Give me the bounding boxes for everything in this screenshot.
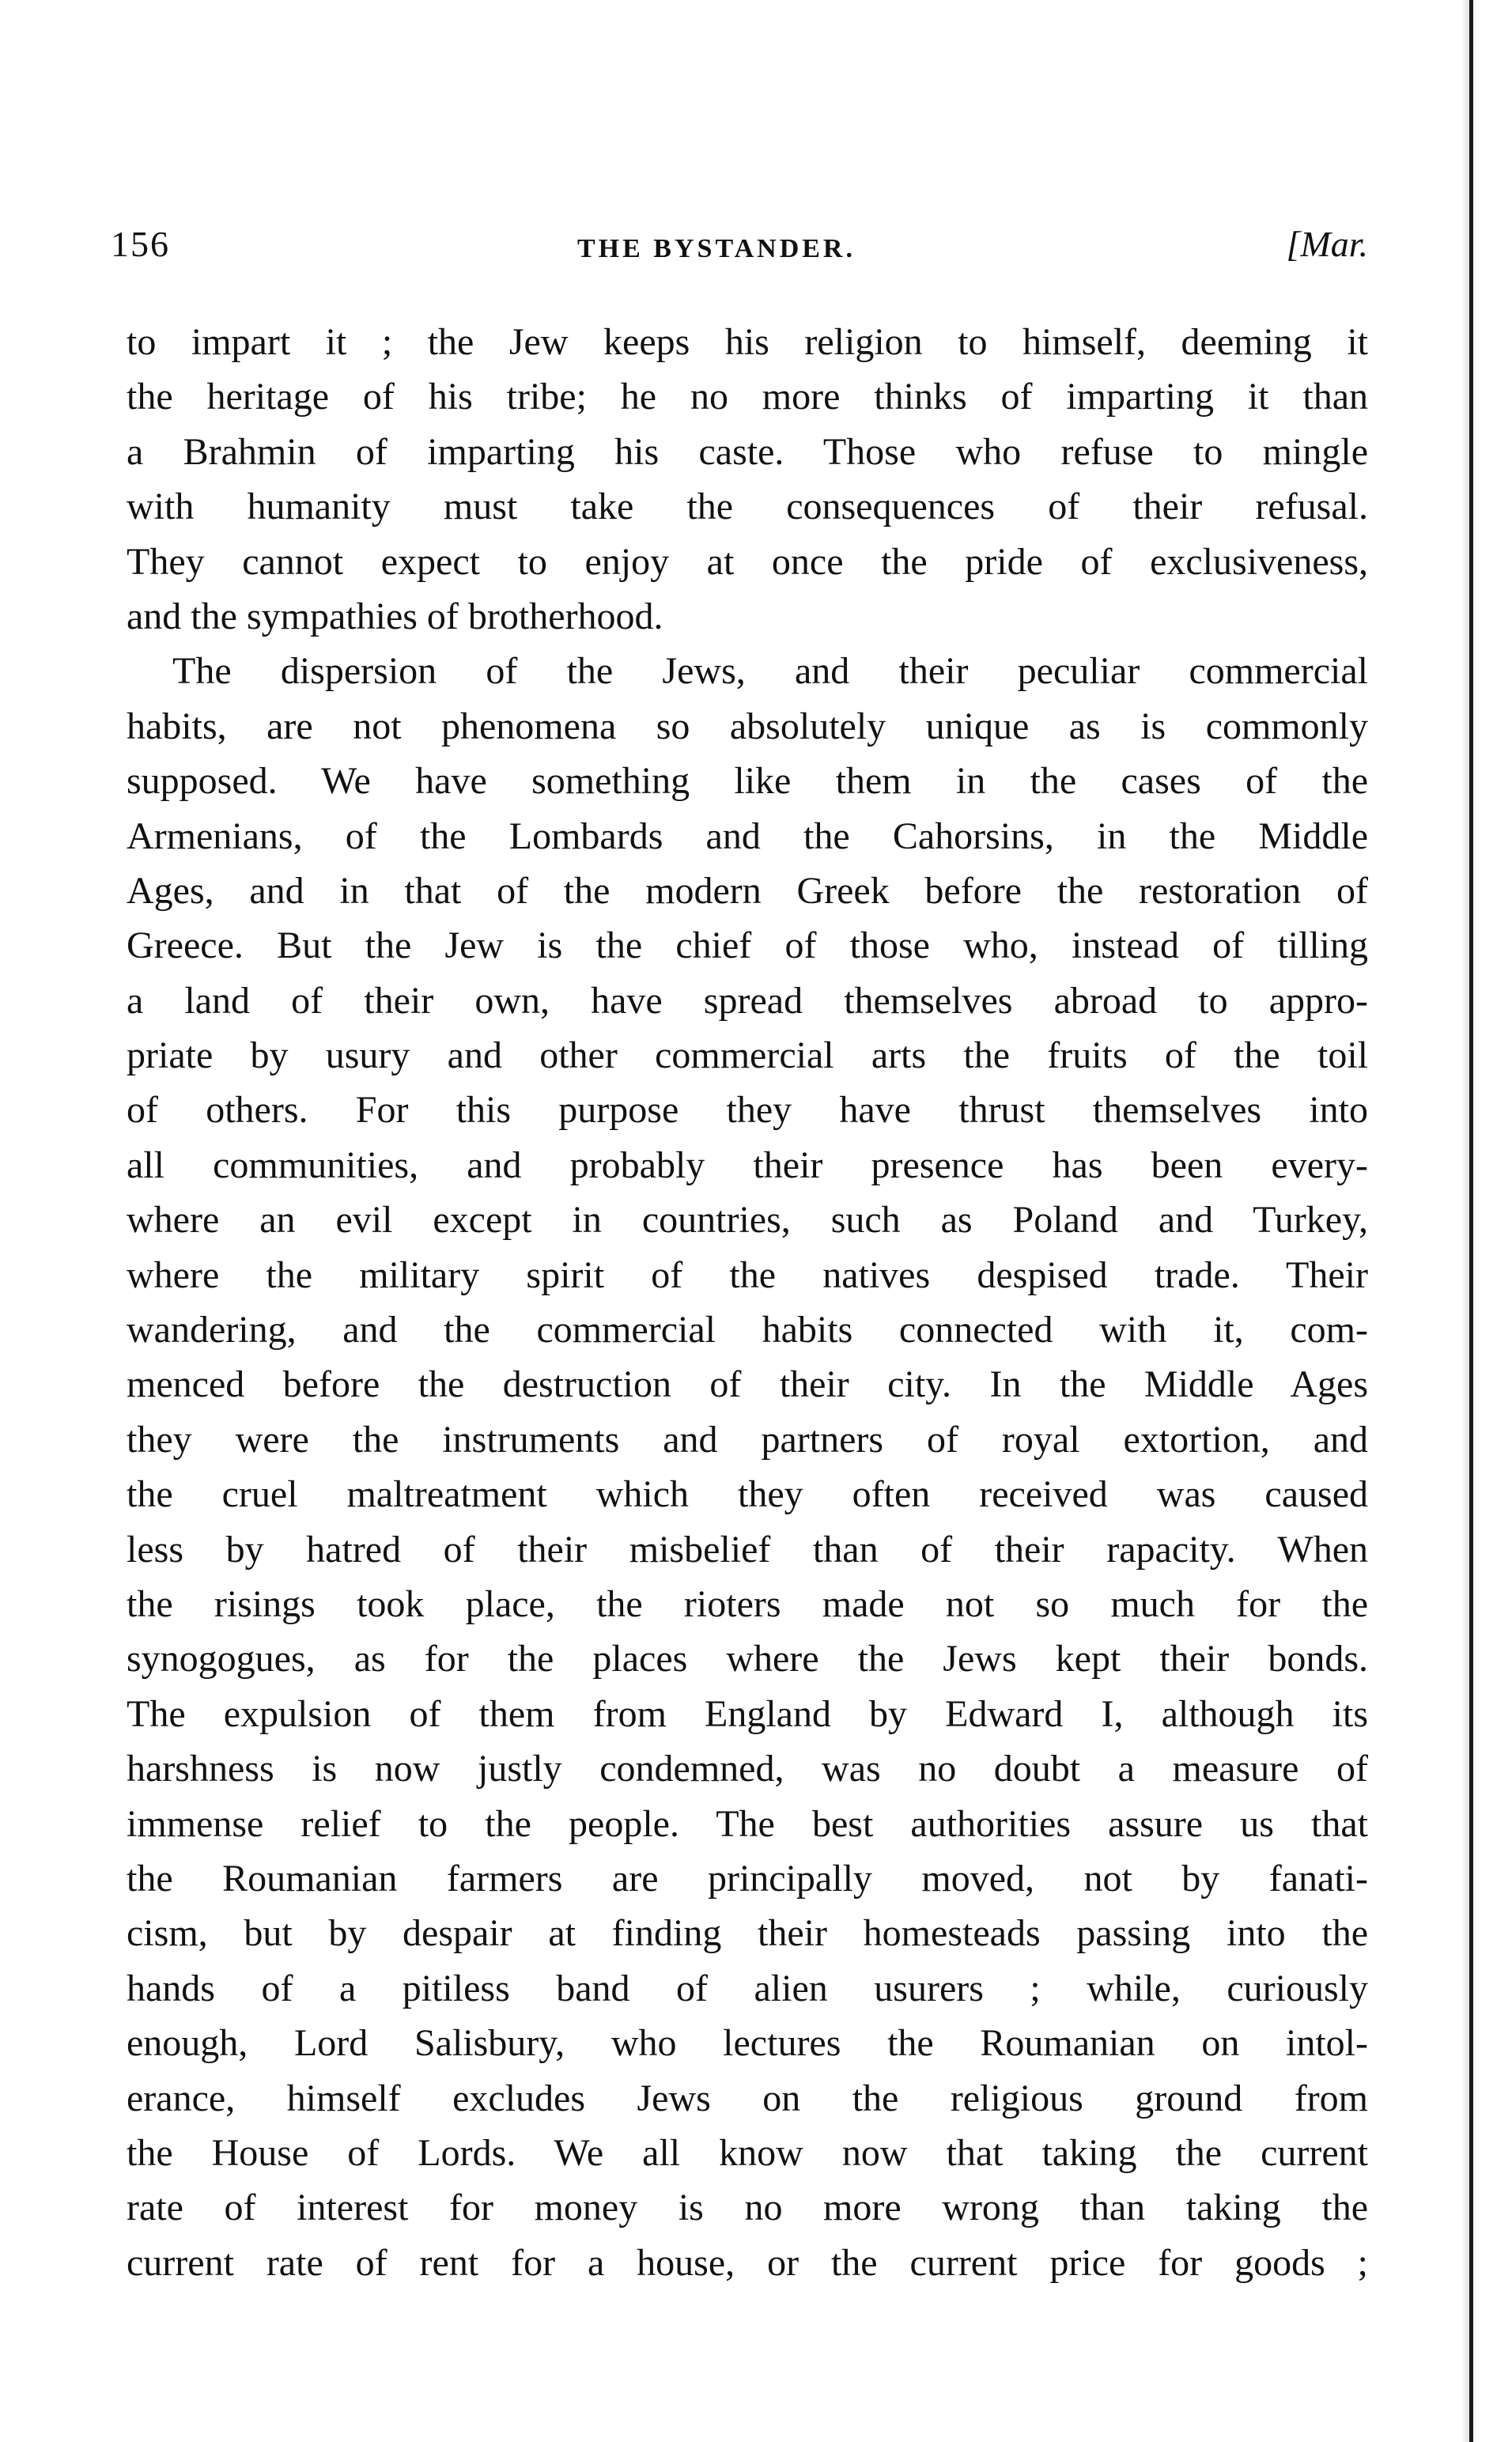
text-line: menced before the destruction of their city. In the Middle Ages [127,1363,1368,1406]
body-text [127,315,1368,2290]
text-line: the risings took place, the rioters made not so much for the [127,1582,1368,1625]
text-line: the cruel maltreatment which they often received was caused [127,1473,1368,1516]
text-line: with humanity must take the consequences of their refusal. [127,486,1368,528]
text-line: the heritage of his tribe; he no more thinks of imparting it than [127,376,1368,418]
text-line: a Brahmin of imparting his caste. Those who refuse to mingle [127,430,1368,473]
text-line: where an evil except in countries, such as Poland and Turkey, [127,1199,1368,1242]
text-line: Ages, and in that of the modern Greek before the restoration of [127,869,1368,912]
text-line: priate by usury and other commercial arts the fruits of the toil [127,1034,1368,1077]
text-line: hands of a pitiless band of alien usurers ; while, curiously [127,1967,1368,2009]
running-section: [Mar. [1286,224,1368,264]
text-line: less by hatred of their misbelief than of their rapacity. When [127,1528,1368,1571]
text-line: erance, himself excludes Jews on the religious ground from [127,2077,1368,2119]
text-line: They cannot expect to enjoy at once the pride of exclusiveness, [127,540,1368,583]
text-line: the House of Lords. We all know now that taking the current [127,2131,1368,2174]
text-line: immense relief to the people. The best authorities assure us that [127,1802,1368,1845]
text-line: Greece. But the Jew is the chief of those who, instead of tilling [127,924,1368,967]
text-line: they were the instruments and partners of royal extortion, and [127,1418,1368,1461]
page-edge-line [1469,0,1473,2442]
text-line: cism, but by despair at finding their homesteads passing into the [127,1912,1368,1955]
text-line: enough, Lord Salisbury, who lectures the Roumanian on intol- [127,2022,1368,2065]
text-line: the Roumanian farmers are principally moved, not by fanati- [127,1857,1368,1900]
text-line: where the military spirit of the natives despised trade. Their [127,1253,1368,1296]
text-line: all communities, and probably their presence has been every- [127,1144,1368,1186]
page-number: 156 [111,224,170,264]
page-edge-shadow [1461,0,1469,2442]
text-line: harshness is now justly condemned, was no doubt a measure of [127,1748,1368,1790]
text-line: supposed. We have something like them in the cases of the [127,760,1368,803]
running-head [111,223,1368,278]
text-line: synogogues, as for the places where the Jews kept their bonds. [127,1638,1368,1680]
text-line: wandering, and the commercial habits connected with it, com- [127,1309,1368,1351]
text-line: The expulsion of them from England by Edward I, although its [127,1692,1368,1735]
text-line: and the sympathies of brotherhood. [127,595,663,637]
text-line: Armenians, of the Lombards and the Cahorsins, in the Middle [127,815,1368,857]
text-line: a land of their own, have spread themselves abroad to appro- [127,979,1368,1022]
running-title: THE BYSTANDER. [577,234,856,263]
text-line: rate of interest for money is no more wrong than taking the [127,2187,1368,2229]
text-line: The dispersion of the Jews, and their peculiar commercial [172,650,1368,693]
text-line: of others. For this purpose they have thrust themselves into [127,1089,1368,1132]
text-line: current rate of rent for a house, or the current price for goods ; [127,2241,1368,2284]
text-line: to impart it ; the Jew keeps his religion to himself, deeming it [127,321,1368,363]
text-line: habits, are not phenomena so absolutely unique as is commonly [127,705,1368,747]
